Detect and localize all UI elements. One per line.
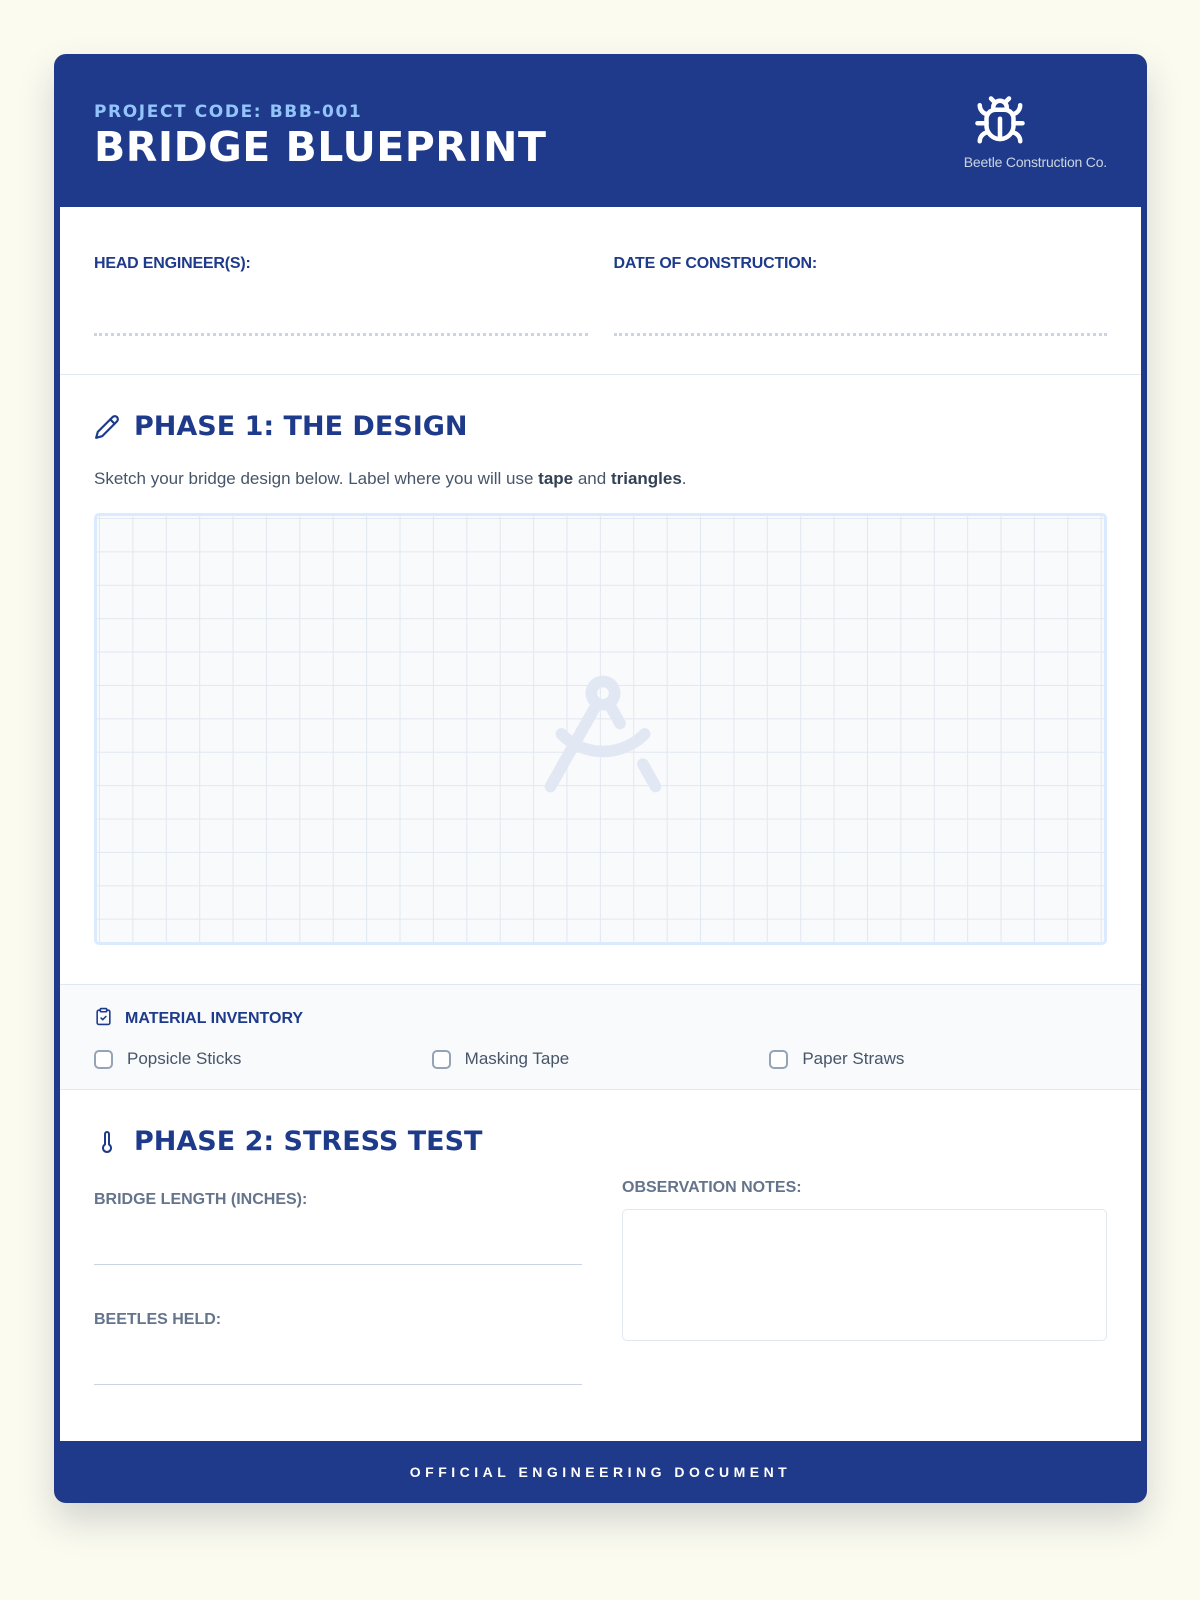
pencil-icon: [94, 414, 120, 440]
phase2-body: [94, 1179, 1107, 1419]
inventory-item-label: Popsicle Sticks: [127, 1049, 242, 1068]
phase1-title: PHASE 1: THE DESIGN: [134, 411, 468, 442]
inventory-item-masking-tape[interactable]: [432, 1049, 770, 1069]
names-section: [60, 207, 1141, 375]
beetles-held-field[interactable]: [94, 1299, 582, 1419]
popsicle-sticks-checkbox[interactable]: [94, 1050, 113, 1069]
instruction-and: and: [573, 469, 611, 488]
brand-name: Beetle Construction Co.: [963, 154, 1107, 170]
header: [60, 54, 1141, 207]
phase1-section: [60, 375, 1141, 984]
inventory-heading: [94, 1007, 1107, 1031]
bridge-length-line[interactable]: [94, 1264, 582, 1265]
bridge-length-label: BRIDGE LENGTH (INCHES):: [94, 1191, 308, 1208]
instruction-period: .: [681, 469, 687, 488]
phase1-heading: [94, 411, 1107, 442]
thermometer-icon: [94, 1129, 120, 1155]
page-title: BRIDGE BLUEPRINT: [94, 123, 547, 171]
project-code: PROJECT CODE: BBB-001: [94, 102, 363, 122]
phase1-instruction: [94, 469, 1107, 489]
inventory-item-paper-straws[interactable]: [769, 1049, 1107, 1069]
material-inventory: [60, 984, 1141, 1090]
phase2-title: PHASE 2: STRESS TEST: [134, 1126, 483, 1157]
compass-icon: [533, 664, 673, 809]
inventory-items: [94, 1049, 1107, 1069]
instruction-text: Sketch your bridge design below. Label where you will use: [94, 469, 539, 488]
masking-tape-checkbox[interactable]: [432, 1050, 451, 1069]
content: [60, 207, 1141, 1441]
notes-label: OBSERVATION NOTES:: [622, 1179, 802, 1196]
instruction-triangles: triangles: [610, 469, 682, 488]
engineers-label: HEAD ENGINEER(S):: [94, 255, 251, 272]
engineers-field[interactable]: [94, 255, 588, 374]
inventory-item-popsicle-sticks[interactable]: [94, 1049, 432, 1069]
brand: [947, 94, 1107, 170]
paper-straws-checkbox[interactable]: [769, 1050, 788, 1069]
phase2-heading: [94, 1126, 1107, 1157]
stats-column: [94, 1179, 582, 1419]
date-label: DATE OF CONSTRUCTION:: [613, 255, 817, 272]
bridge-length-field[interactable]: [94, 1179, 582, 1299]
clipboard-check-icon: [94, 1007, 113, 1031]
inventory-item-label: Paper Straws: [802, 1049, 905, 1068]
instruction-tape: tape: [538, 469, 574, 488]
notes-box[interactable]: [622, 1209, 1107, 1341]
beetle-icon: [947, 94, 1107, 148]
footer: OFFICIAL ENGINEERING DOCUMENT: [409, 1464, 792, 1480]
blueprint-sheet: [54, 54, 1147, 1503]
beetles-held-label: BEETLES HELD:: [94, 1311, 222, 1328]
inventory-item-label: Masking Tape: [464, 1049, 570, 1068]
beetles-held-line[interactable]: [94, 1384, 582, 1385]
engineers-line[interactable]: [94, 333, 588, 336]
date-field[interactable]: [614, 255, 1108, 374]
sketch-area[interactable]: [94, 513, 1107, 945]
phase2-section: [60, 1090, 1141, 1419]
inventory-title: MATERIAL INVENTORY: [125, 1010, 304, 1027]
date-line[interactable]: [614, 333, 1108, 336]
observation-notes: [622, 1179, 1107, 1419]
